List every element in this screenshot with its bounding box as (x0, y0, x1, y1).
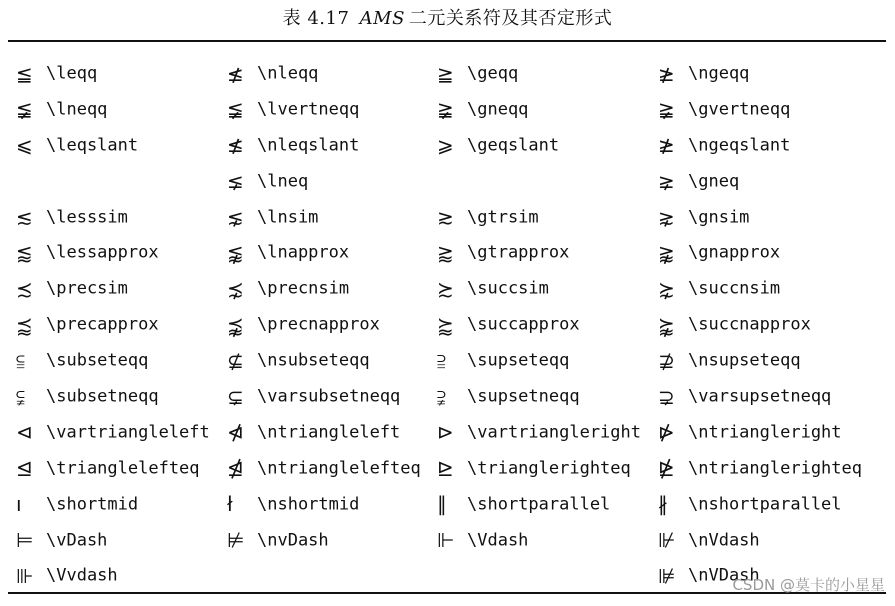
latex-command: \precsim (46, 278, 128, 299)
symbol-cell (16, 342, 148, 378)
table-row (16, 163, 891, 199)
symbol-cell (16, 91, 107, 127)
latex-command: \gnapprox (688, 242, 781, 263)
latex-command: \succsim (467, 278, 549, 299)
latex-command: \geqq (467, 63, 519, 84)
latex-command: \leqslant (46, 135, 139, 156)
symbol-cell (16, 522, 107, 558)
latex-command: \nVdash (688, 530, 760, 551)
latex-command: \geqslant (467, 135, 560, 156)
latex-command: \lvertneqq (257, 99, 360, 120)
symbol-cell (227, 450, 421, 486)
symbol-glyph: ⊨ (16, 528, 34, 553)
latex-command: \ngeqslant (688, 135, 791, 156)
symbol-cell (227, 91, 359, 127)
symbol-glyph: ≰ (227, 61, 244, 86)
symbol-cell (16, 486, 138, 522)
symbol-cell (16, 55, 97, 91)
latex-command: \gvertneqq (688, 99, 791, 120)
symbol-glyph: ⋩ (658, 276, 675, 301)
table-row (16, 414, 891, 450)
symbol-glyph: ⩾ (437, 133, 454, 158)
symbol-cell (437, 91, 528, 127)
symbol-glyph: ⫋ (16, 384, 25, 409)
symbol-cell (658, 522, 760, 558)
symbol-glyph: ⋧ (658, 205, 675, 230)
table-row (16, 270, 891, 306)
symbol-glyph: ≰ (227, 133, 244, 158)
symbol-cell (227, 378, 400, 414)
table-row (16, 450, 891, 486)
symbol-cell (227, 557, 257, 593)
symbol-glyph: ⫌ (437, 384, 446, 409)
symbol-glyph: ≨ (227, 97, 244, 122)
symbol-glyph: ⪊ (658, 240, 675, 265)
table-row (16, 199, 891, 235)
table-row (16, 234, 891, 270)
latex-command: \trianglerighteq (467, 458, 631, 479)
latex-command: \nshortparallel (688, 494, 842, 515)
symbol-glyph: ⋫ (658, 420, 675, 445)
latex-command: \nleqslant (257, 135, 360, 156)
latex-command: \varsupsetneqq (688, 386, 832, 407)
symbol-glyph: ı (16, 492, 22, 517)
symbol-glyph: ≾ (16, 276, 33, 301)
symbol-glyph: ⪸ (437, 312, 454, 337)
table-row (16, 342, 891, 378)
latex-command: \succnsim (688, 278, 781, 299)
symbol-glyph: ⊮ (658, 528, 676, 553)
latex-command: \lneq (257, 171, 309, 192)
latex-command: \gtrsim (467, 207, 539, 228)
symbol-glyph: ≨ (16, 97, 33, 122)
symbol-glyph: ≱ (658, 61, 675, 86)
latex-command: \lnapprox (257, 242, 350, 263)
latex-command: \supseteqq (467, 350, 570, 371)
symbol-glyph: ⊲ (16, 420, 33, 445)
symbol-glyph: ∥ (437, 492, 447, 517)
ams-logo: AMS (359, 8, 405, 29)
latex-command: \supsetneqq (467, 386, 580, 407)
latex-command: \succnapprox (688, 314, 811, 335)
symbol-cell (227, 270, 349, 306)
latex-command: \nvDash (257, 530, 329, 551)
symbol-glyph: ⊪ (16, 563, 34, 588)
symbol-glyph: ≦ (16, 61, 33, 86)
symbol-glyph: ⋬ (227, 456, 244, 481)
latex-command: \precnsim (257, 278, 350, 299)
symbol-cell (227, 414, 400, 450)
top-rule (8, 40, 886, 42)
symbol-cell (16, 557, 118, 593)
symbol-glyph: ⩽ (16, 133, 33, 158)
symbol-glyph: ⊯ (658, 563, 676, 588)
symbol-cell (227, 342, 370, 378)
latex-command: \varsubsetneqq (257, 386, 401, 407)
symbol-cell (658, 91, 790, 127)
latex-command: \gneqq (467, 99, 529, 120)
symbol-glyph: ⪇ (227, 169, 244, 194)
symbol-cell (16, 378, 159, 414)
caption-text: 二元关系符及其否定形式 (408, 8, 613, 29)
latex-command: \subsetneqq (46, 386, 159, 407)
latex-command: \shortparallel (467, 494, 611, 515)
symbol-cell (437, 342, 569, 378)
symbol-cell (16, 163, 46, 199)
symbol-glyph: ≩ (437, 97, 454, 122)
symbol-glyph: ≳ (437, 205, 454, 230)
symbol-cell (437, 127, 559, 163)
table-number: 表 4.17 (282, 8, 350, 29)
symbol-cell (658, 234, 780, 270)
symbol-cell (658, 55, 749, 91)
symbol-glyph: ⋭ (658, 456, 675, 481)
latex-command: \precnapprox (257, 314, 380, 335)
table-row (16, 306, 891, 342)
table-row (16, 378, 891, 414)
latex-command: \Vvdash (46, 565, 118, 586)
symbol-cell (437, 163, 467, 199)
symbol-glyph: ∦ (658, 492, 668, 517)
symbol-cell (658, 306, 811, 342)
symbol-cell (658, 270, 780, 306)
symbol-glyph: ⋪ (227, 420, 244, 445)
symbol-glyph: ≧ (437, 61, 454, 86)
symbol-cell (658, 342, 801, 378)
symbol-glyph: ⫆ (437, 348, 446, 373)
latex-command: \shortmid (46, 494, 139, 515)
symbol-cell (658, 486, 842, 522)
symbol-glyph: ⊉ (658, 348, 675, 373)
symbol-glyph: ⋦ (227, 205, 244, 230)
symbol-glyph: ⊭ (227, 528, 245, 553)
latex-command: \lneqq (46, 99, 108, 120)
symbol-cell (227, 522, 329, 558)
symbol-glyph: ≲ (16, 205, 33, 230)
latex-command: \gtrapprox (467, 242, 570, 263)
symbol-glyph: ł (227, 492, 233, 517)
symbol-cell (227, 486, 359, 522)
latex-command: \ngeqq (688, 63, 750, 84)
latex-command: \vartriangleleft (46, 422, 210, 443)
table-row (16, 127, 891, 163)
symbol-glyph: ≩ (658, 97, 675, 122)
latex-command: \gnsim (688, 207, 750, 228)
latex-command: \ntriangleleft (257, 422, 401, 443)
symbol-cell (227, 127, 359, 163)
symbol-glyph: ⊋ (658, 384, 675, 409)
latex-command: \precapprox (46, 314, 159, 335)
symbol-glyph: ⊴ (16, 456, 33, 481)
latex-command: \nsupseteqq (688, 350, 801, 371)
symbol-glyph: ⪆ (437, 240, 454, 265)
latex-command: \nVDash (688, 565, 760, 586)
watermark: CSDN @莫卡的小星星 (732, 576, 885, 594)
symbol-glyph: ⊩ (437, 528, 455, 553)
symbol-cell (227, 55, 318, 91)
symbol-cell (437, 450, 631, 486)
symbol-cell (16, 199, 128, 235)
symbol-cell (437, 55, 518, 91)
symbol-cell (16, 270, 128, 306)
symbol-cell (437, 414, 641, 450)
latex-command: \Vdash (467, 530, 529, 551)
symbol-glyph: ⊊ (227, 384, 244, 409)
symbol-cell (658, 378, 831, 414)
symbol-cell (437, 486, 610, 522)
symbol-cell (16, 127, 138, 163)
table-caption (0, 4, 895, 30)
symbol-glyph: ⋨ (227, 276, 244, 301)
symbol-glyph: ⪹ (227, 312, 244, 337)
symbol-cell (227, 306, 380, 342)
latex-command: \ntrianglelefteq (257, 458, 421, 479)
latex-command: \subseteqq (46, 350, 149, 371)
symbol-glyph: ⪉ (227, 240, 244, 265)
latex-command: \gneq (688, 171, 740, 192)
symbol-glyph: ⪅ (16, 240, 33, 265)
symbol-cell (658, 163, 739, 199)
symbol-cell (16, 234, 159, 270)
latex-command: \leqq (46, 63, 98, 84)
symbol-cell (658, 450, 862, 486)
symbol-cell (227, 199, 318, 235)
table-row (16, 91, 891, 127)
symbol-glyph: ⫅ (16, 348, 25, 373)
symbol-cell (227, 163, 308, 199)
symbol-cell (658, 199, 749, 235)
symbol-glyph: ⪺ (658, 312, 675, 337)
latex-command: \ntrianglerighteq (688, 458, 862, 479)
symbol-cell (437, 522, 528, 558)
symbol-glyph: ≿ (437, 276, 454, 301)
symbol-glyph: ⊈ (227, 348, 244, 373)
latex-command: \nshortmid (257, 494, 360, 515)
symbol-glyph: ≱ (658, 133, 675, 158)
symbol-glyph: ⪷ (16, 312, 33, 337)
symbol-cell (658, 414, 842, 450)
latex-command: \lnsim (257, 207, 319, 228)
latex-command: \vDash (46, 530, 108, 551)
latex-command: \succapprox (467, 314, 580, 335)
latex-command: \lessapprox (46, 242, 159, 263)
symbol-cell (227, 234, 349, 270)
latex-command: \ntriangleright (688, 422, 842, 443)
latex-command: \nleqq (257, 63, 319, 84)
latex-command: \nsubseteqq (257, 350, 370, 371)
symbol-table (16, 55, 891, 593)
symbol-cell (437, 234, 569, 270)
symbol-cell (437, 557, 467, 593)
symbol-cell (437, 199, 539, 235)
symbol-glyph: ⪈ (658, 169, 675, 194)
symbol-glyph: ⊵ (437, 456, 454, 481)
symbol-cell (437, 306, 580, 342)
symbol-cell (437, 270, 549, 306)
table-row (16, 522, 891, 558)
symbol-cell (437, 378, 580, 414)
symbol-cell (16, 414, 210, 450)
latex-command: \lesssim (46, 207, 128, 228)
latex-command: \vartriangleright (467, 422, 641, 443)
symbol-glyph: ⊳ (437, 420, 454, 445)
symbol-cell (16, 306, 159, 342)
table-row (16, 486, 891, 522)
symbol-cell (16, 450, 200, 486)
table-row (16, 55, 891, 91)
symbol-cell (658, 127, 790, 163)
latex-command: \trianglelefteq (46, 458, 200, 479)
